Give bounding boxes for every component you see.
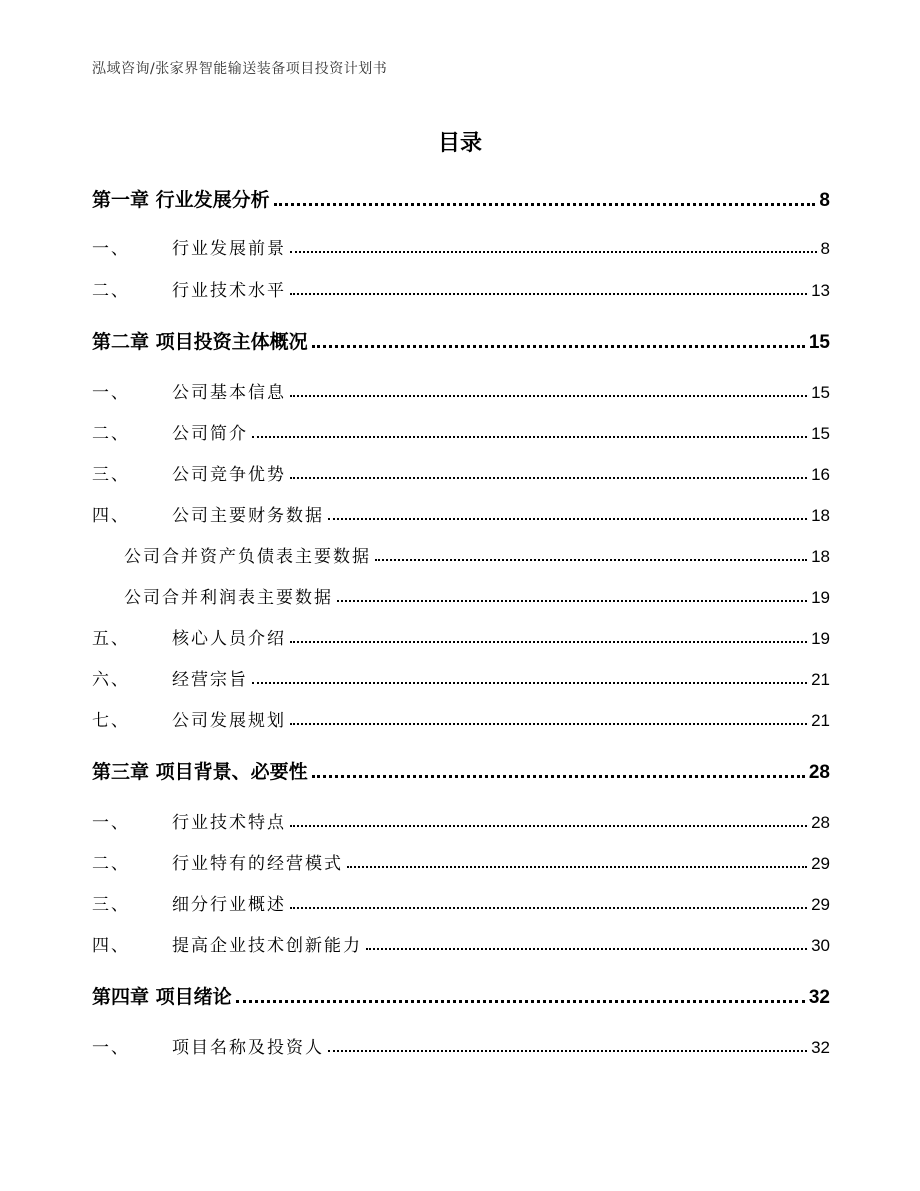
toc-entry-label (92, 501, 324, 526)
toc-entry-label: 第一章 行业发展分析 (92, 189, 270, 211)
toc-entry-label (92, 706, 286, 731)
toc-entry-number: 三、 (92, 895, 130, 915)
toc-entry-page: 15 (808, 332, 830, 353)
toc-entry-page: 8 (819, 190, 830, 211)
dot-leader (290, 641, 807, 643)
toc-entry-label (92, 234, 286, 259)
toc-entry-label (92, 665, 248, 690)
toc-entry-label: 第三章 项目背景、必要性 (92, 761, 308, 783)
dot-leader (290, 293, 807, 295)
toc-entry-page: 28 (811, 813, 830, 832)
toc-entry-page: 32 (811, 1038, 830, 1057)
toc-chapter-4[interactable] (92, 979, 830, 1009)
dot-leader (252, 436, 807, 438)
toc-entry-page: 18 (811, 547, 830, 566)
toc-entry-page: 18 (811, 506, 830, 525)
toc-entry-page: 30 (811, 936, 830, 955)
toc-subsection[interactable] (92, 578, 830, 608)
toc-chapter-2[interactable] (92, 324, 830, 354)
toc-entry-number: 三、 (92, 465, 130, 485)
toc-section[interactable] (92, 271, 830, 301)
toc-chapter-3[interactable] (92, 754, 830, 784)
dot-leader (375, 559, 807, 561)
toc-section[interactable] (92, 926, 830, 956)
toc-section[interactable] (92, 455, 830, 485)
toc-entry-text: 公司发展规划 (172, 711, 286, 731)
toc-entry-text: 公司主要财务数据 (172, 506, 324, 526)
toc-entry-number: 一、 (92, 813, 130, 833)
dot-leader (290, 907, 807, 909)
toc-section[interactable] (92, 701, 830, 731)
toc-entry-page: 15 (811, 424, 830, 443)
toc-entry-label (92, 890, 286, 915)
toc-entry-text: 公司简介 (172, 424, 248, 444)
toc-entry-page: 32 (808, 987, 830, 1008)
toc-entry-page: 29 (811, 854, 830, 873)
toc-entry-label (92, 378, 286, 403)
toc-entry-label (92, 931, 362, 956)
toc-section[interactable] (92, 885, 830, 915)
toc-entry-label: 第二章 项目投资主体概况 (92, 331, 308, 353)
toc-entry-number: 七、 (92, 711, 130, 731)
toc-entry-number: 六、 (92, 670, 130, 690)
toc-entry-page: 28 (808, 762, 830, 783)
toc-entry-label (92, 276, 286, 301)
toc-entry-label (92, 808, 286, 833)
toc-entry-number: 二、 (92, 281, 130, 301)
toc-entry-label: 公司合并利润表主要数据 (124, 588, 333, 608)
toc-entry-page: 19 (811, 588, 830, 607)
dot-leader (274, 203, 816, 206)
toc-section[interactable] (92, 229, 830, 259)
toc-entry-number: 一、 (92, 383, 130, 403)
toc-entry-number: 二、 (92, 854, 130, 874)
toc-entry-label (92, 849, 343, 874)
toc-section[interactable] (92, 414, 830, 444)
dot-leader (252, 682, 807, 684)
toc-entry-number: 四、 (92, 936, 130, 956)
toc-entry-page: 8 (820, 239, 830, 258)
toc-entry-label: 第四章 项目绪论 (92, 986, 232, 1008)
toc-section[interactable] (92, 844, 830, 874)
dot-leader (290, 723, 807, 725)
running-header: 泓域咨询/张家界智能输送装备项目投资计划书 (92, 61, 388, 77)
toc-section[interactable] (92, 619, 830, 649)
toc-entry-page: 16 (811, 465, 830, 484)
toc-entry-page: 21 (811, 711, 830, 730)
dot-leader (312, 775, 805, 778)
toc-entry-label (92, 1033, 324, 1058)
dot-leader (312, 345, 805, 348)
toc-entry-page: 13 (811, 281, 830, 300)
toc-entry-text: 行业技术水平 (172, 281, 286, 301)
toc-section[interactable] (92, 1028, 830, 1058)
toc-chapter-1[interactable] (92, 182, 830, 212)
toc-entry-page: 29 (811, 895, 830, 914)
toc-entry-text: 提高企业技术创新能力 (172, 936, 362, 956)
toc-entry-label (92, 460, 286, 485)
toc-entry-text: 公司竞争优势 (172, 465, 286, 485)
toc-entry-page: 21 (811, 670, 830, 689)
dot-leader (290, 395, 807, 397)
toc-entry-number: 二、 (92, 424, 130, 444)
toc-section[interactable] (92, 373, 830, 403)
dot-leader (328, 518, 807, 520)
dot-leader (337, 600, 807, 602)
toc-section[interactable] (92, 496, 830, 526)
toc-entry-text: 细分行业概述 (172, 895, 286, 915)
toc-subsection[interactable] (92, 537, 830, 567)
toc-entry-page: 19 (811, 629, 830, 648)
dot-leader (366, 948, 807, 950)
toc-entry-text: 核心人员介绍 (172, 629, 286, 649)
toc-entry-text: 行业特有的经营模式 (172, 854, 343, 874)
toc-entry-label: 公司合并资产负债表主要数据 (124, 547, 371, 567)
dot-leader (236, 1000, 805, 1003)
toc-section[interactable] (92, 803, 830, 833)
dot-leader (290, 477, 807, 479)
toc-entry-label (92, 624, 286, 649)
toc-entry-label (92, 419, 248, 444)
toc-entry-text: 公司基本信息 (172, 383, 286, 403)
dot-leader (290, 825, 807, 827)
toc-section[interactable] (92, 660, 830, 690)
toc-entry-text: 经营宗旨 (172, 670, 248, 690)
toc-entry-number: 一、 (92, 239, 130, 259)
toc-entry-text: 行业发展前景 (172, 239, 286, 259)
toc-title: 目录 (437, 131, 482, 156)
toc-entry-number: 四、 (92, 506, 130, 526)
toc-entry-text: 行业技术特点 (172, 813, 286, 833)
toc-entry-number: 五、 (92, 629, 130, 649)
dot-leader (328, 1050, 807, 1052)
dot-leader (290, 251, 817, 253)
dot-leader (347, 866, 807, 868)
toc-entry-number: 一、 (92, 1038, 130, 1058)
toc-entry-page: 15 (811, 383, 830, 402)
toc-entry-text: 项目名称及投资人 (172, 1038, 324, 1058)
